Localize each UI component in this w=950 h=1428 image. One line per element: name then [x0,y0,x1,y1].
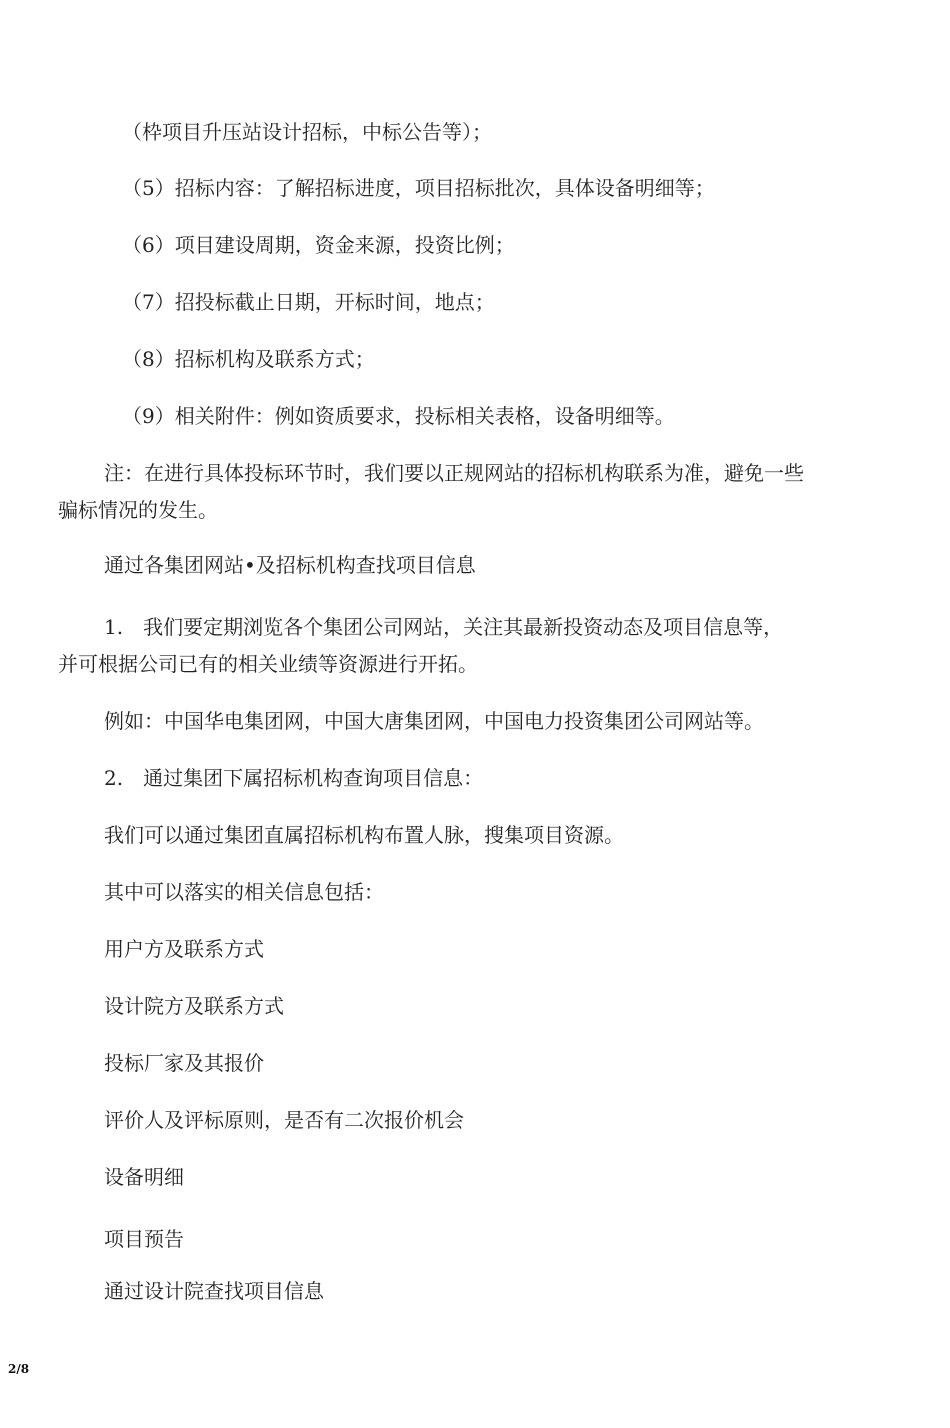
info-item-project-preview: 项目预告 [104,1227,184,1251]
note-line-2: 骗标情况的发生。 [58,498,218,522]
list-item-9: （9）相关附件：例如资质要求，投标相关表格，设备明细等。 [122,404,675,428]
example-line: 例如：中国华电集团网，中国大唐集团网，中国电力投资集团公司网站等。 [104,709,764,733]
list-item-6: （6）项目建设周期，资金来源，投资比例； [122,233,515,257]
paragraph-info-intro: 其中可以落实的相关信息包括： [104,880,384,904]
list-item-8: （8）招标机构及联系方式； [122,347,375,371]
info-item-equipment: 设备明细 [104,1165,184,1189]
numbered-item-2: 2. 通过集团下属招标机构查询项目信息： [104,766,484,790]
info-item-bidders: 投标厂家及其报价 [104,1051,264,1075]
section-heading-group-websites: 通过各集团网站•及招标机构查找项目信息 [104,553,476,577]
list-item-7: （7）招投标截止日期，开标时间，地点； [122,290,495,314]
numbered-item-1-line-2: 并可根据公司已有的相关业绩等资源进行开拓。 [58,652,478,676]
info-item-design-institute: 设计院方及联系方式 [104,994,284,1018]
page-number: 2/8 [8,1362,30,1376]
info-item-user: 用户方及联系方式 [104,937,264,961]
text-line-bidding-notice: （枠项目升压站设计招标，中标公告等）； [122,120,492,144]
note-line-1: 注：在进行具体投标环节时，我们要以正规网站的招标机构联系为准，避免一些 [104,461,804,485]
list-item-5: （5）招标内容：了解招标进度，项目招标批次，具体设备明细等； [122,176,715,200]
numbered-item-1-line-1: 1. 我们要定期浏览各个集团公司网站，关注其最新投资动态及项目信息等， [104,615,784,639]
paragraph-personnel: 我们可以通过集团直属招标机构布置人脉，搜集项目资源。 [104,823,624,847]
section-heading-design-institute: 通过设计院查找项目信息 [104,1279,324,1303]
info-item-evaluators: 评价人及评标原则，是否有二次报价机会 [104,1108,464,1132]
